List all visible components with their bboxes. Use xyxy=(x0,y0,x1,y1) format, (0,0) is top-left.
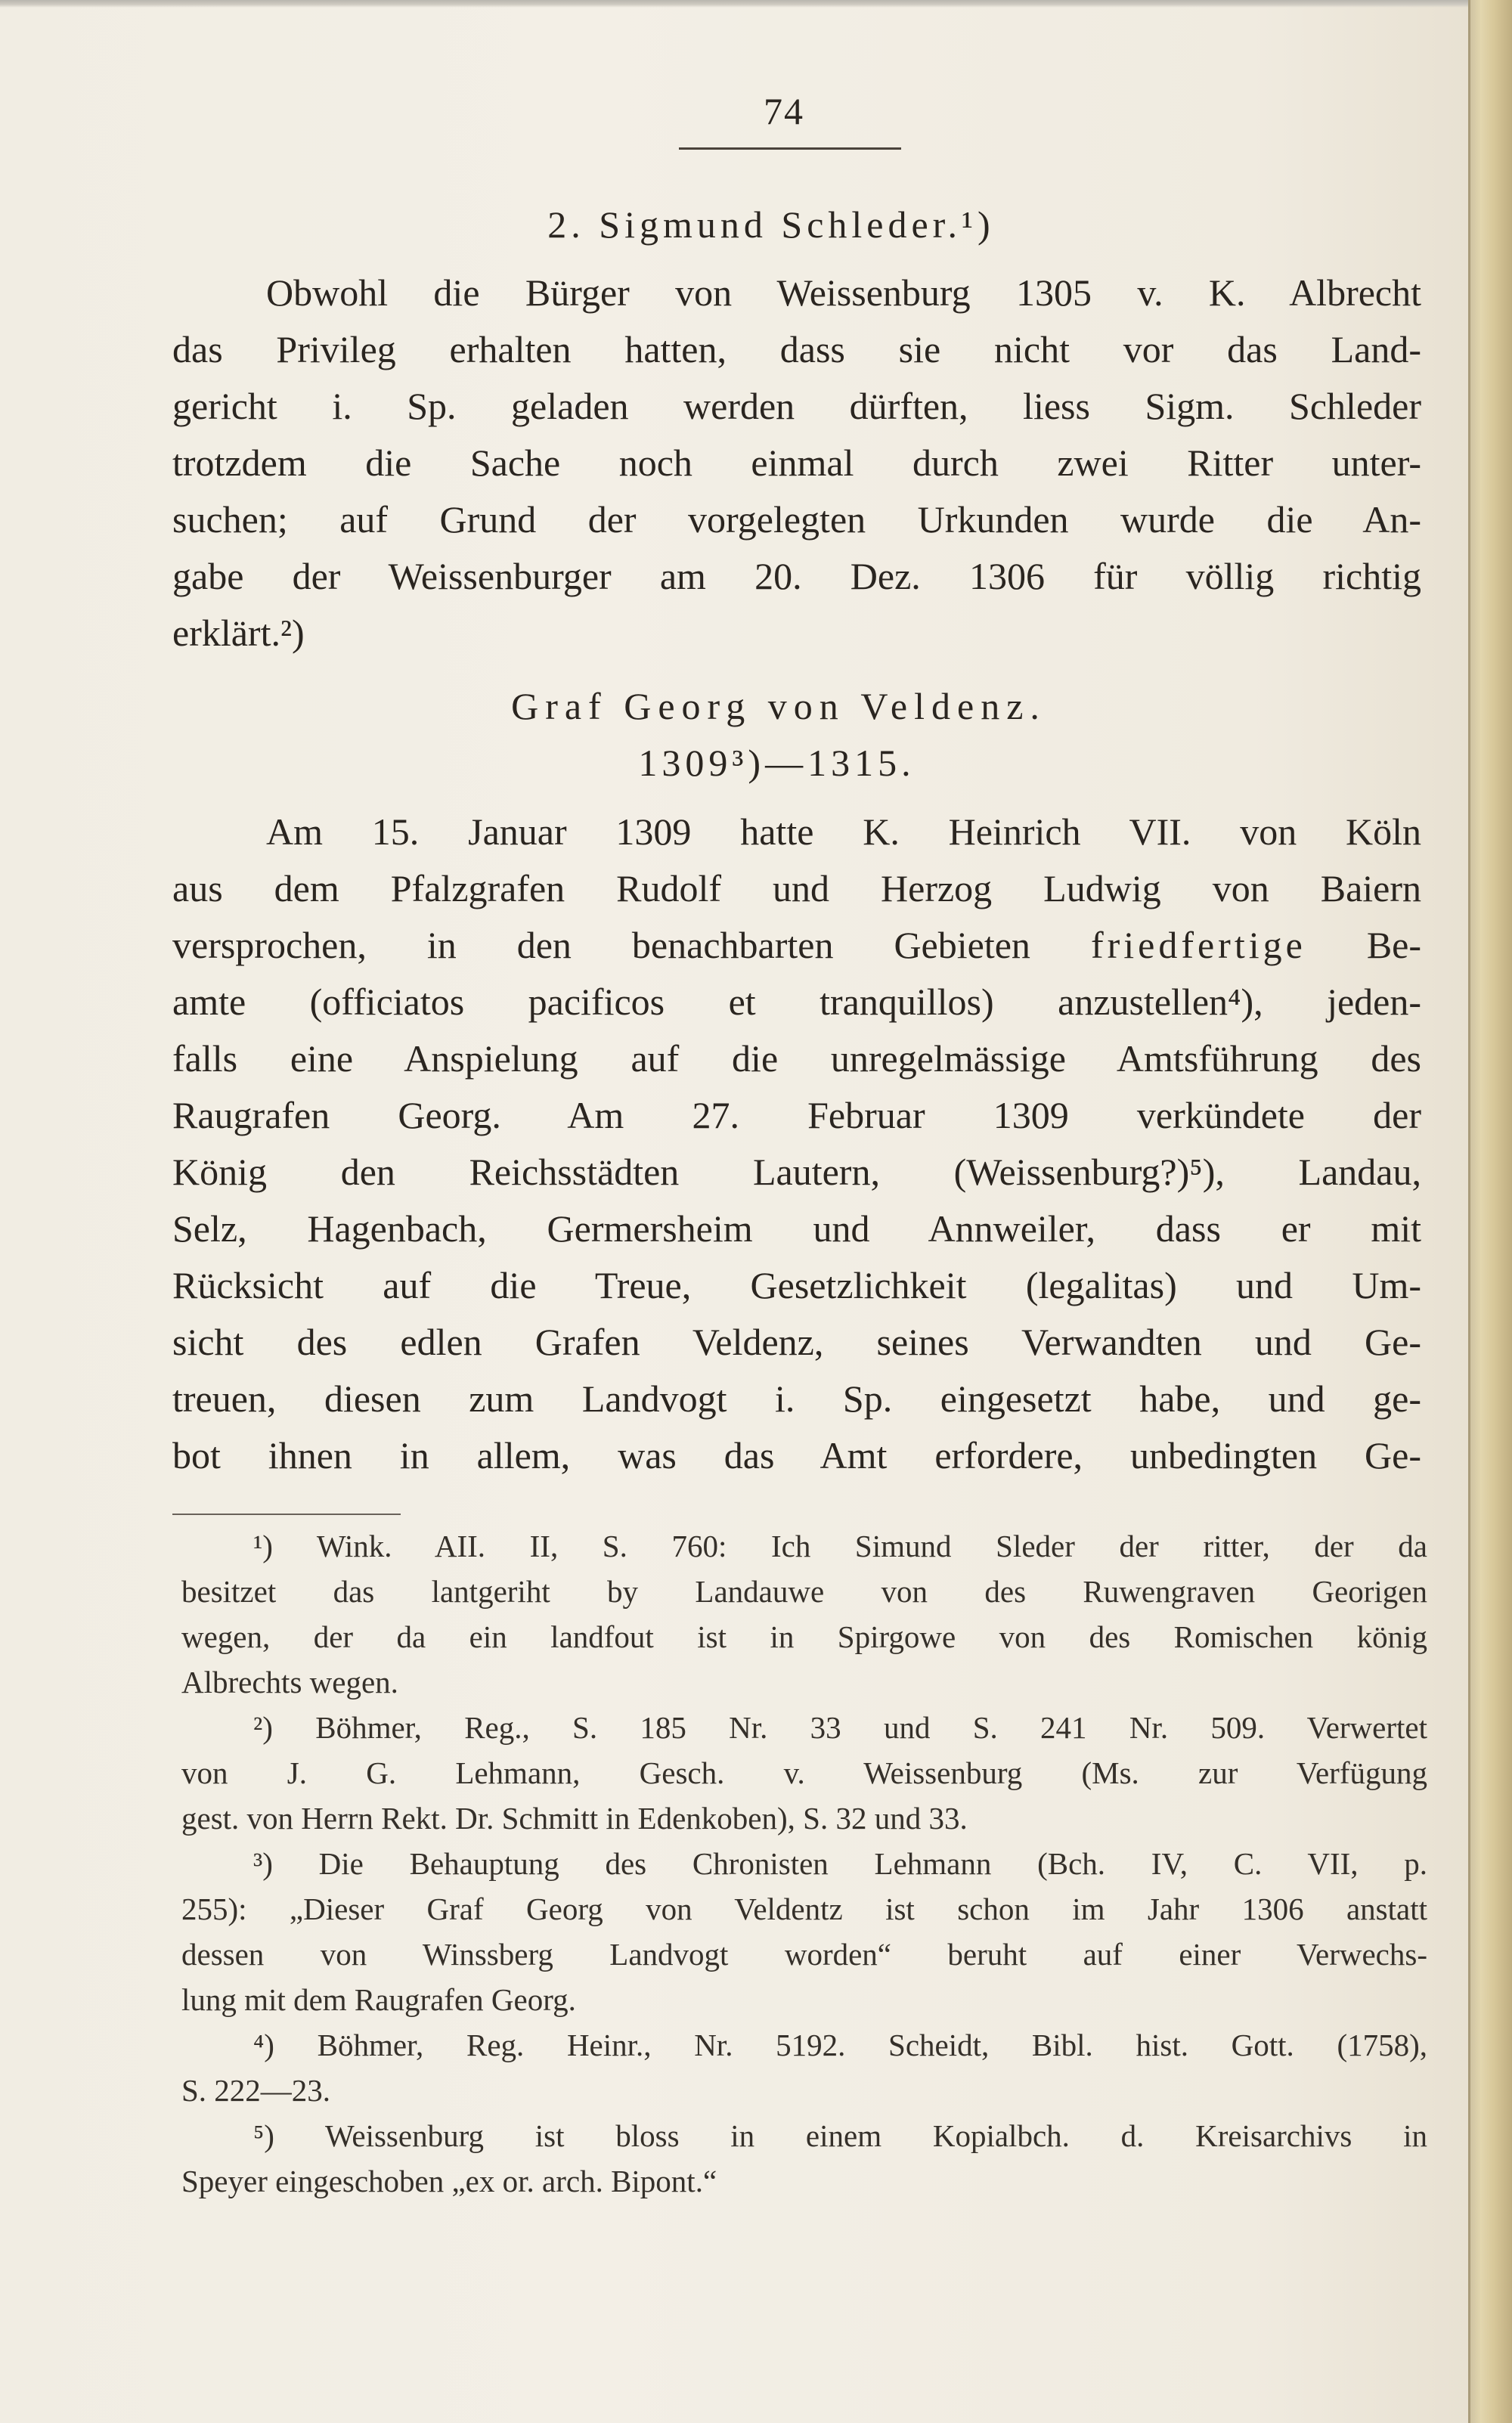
body-line: bot ihnen in allem, was das Amt erfordere, unbedingten Ge- xyxy=(172,1434,1421,1476)
body-line: das Privileg erhalten hatten, dass sie nicht vor das Land- xyxy=(172,328,1421,370)
footnote-rule xyxy=(172,1514,401,1515)
footnote-line: ⁵) Weissenburg ist bloss in einem Kopialbch. d. Kreisarchivs in xyxy=(253,2118,1427,2153)
page-number: 74 xyxy=(764,90,804,132)
footnote-line: lung mit dem Raugrafen Georg. xyxy=(181,1982,576,2017)
footnote-line: Speyer eingeschoben „ex or. arch. Bipont.“ xyxy=(181,2164,717,2198)
footnote-line: dessen von Winssberg Landvogt worden“ beruht auf einer Verwechs- xyxy=(181,1937,1427,1972)
top-edge-rule xyxy=(0,0,1470,8)
body-line: aus dem Pfalzgrafen Rudolf und Herzog Ludwig von Baiern xyxy=(172,867,1421,909)
footnote-line: ¹) Wink. AII. II, S. 760: Ich Simund Sleder der ritter, der da xyxy=(253,1529,1427,1563)
body-line: gericht i. Sp. geladen werden dürften, liess Sigm. Schleder xyxy=(172,385,1421,427)
body-line: erklärt.²) xyxy=(172,612,305,654)
body-line: amte (officiatos pacificos et tranquillos) anzustellen⁴), jeden- xyxy=(172,981,1421,1023)
book-binding-edge xyxy=(1470,0,1512,2423)
body-line: Rücksicht auf die Treue, Gesetzlichkeit (legalitas) und Um- xyxy=(172,1264,1421,1306)
section-heading-veldenz: Graf Georg von Veldenz. xyxy=(511,685,1046,727)
spaced-emphasis: friedfertige xyxy=(1090,924,1306,966)
body-line: sicht des edlen Grafen Veldenz, seines Verwandten und Ge- xyxy=(172,1321,1421,1363)
body-line: Selz, Hagenbach, Germersheim und Annweiler, dass er mit xyxy=(172,1207,1421,1250)
footnote-line: besitzet das lantgeriht by Landauwe von des Ruwengraven Georigen xyxy=(181,1574,1427,1609)
footnote-line: ²) Böhmer, Reg., S. 185 Nr. 33 und S. 241 Nr. 509. Verwertet xyxy=(253,1710,1427,1745)
body-line: suchen; auf Grund der vorgelegten Urkunden wurde die An- xyxy=(172,498,1421,541)
footnote-line: 255): „Dieser Graf Georg von Veldentz ist schon im Jahr 1306 anstatt xyxy=(181,1892,1427,1926)
footnote-line: ⁴) Böhmer, Reg. Heinr., Nr. 5192. Scheidt, Bibl. hist. Gott. (1758), xyxy=(253,2028,1427,2062)
body-line: falls eine Anspielung auf die unregelmässige Amtsführung des xyxy=(172,1037,1421,1080)
footnote-line: S. 222—23. xyxy=(181,2073,331,2108)
section-heading-schleder: 2. Sigmund Schleder.¹) xyxy=(547,203,995,246)
page-number-rule xyxy=(679,147,901,150)
body-line: Raugrafen Georg. Am 27. Februar 1309 verkündete der xyxy=(172,1094,1421,1136)
body-line: Obwohl die Bürger von Weissenburg 1305 v. K. Albrecht xyxy=(266,271,1421,314)
footnote-line: gest. von Herrn Rekt. Dr. Schmitt in Edenkoben), S. 32 und 33. xyxy=(181,1801,968,1836)
body-line: gabe der Weissenburger am 20. Dez. 1306 für völlig richtig xyxy=(172,555,1421,597)
section-heading-dates: 1309³)—1315. xyxy=(638,742,916,784)
footnote-line: von J. G. Lehmann, Gesch. v. Weissenburg (Ms. zur Verfügung xyxy=(181,1755,1427,1790)
footnote-line: Albrechts wegen. xyxy=(181,1665,398,1700)
body-line: treuen, diesen zum Landvogt i. Sp. eingesetzt habe, und ge- xyxy=(172,1377,1421,1420)
footnote-line: wegen, der da ein landfout ist in Spirgowe von des Romischen könig xyxy=(181,1619,1427,1654)
body-line: König den Reichsstädten Lautern, (Weissenburg?)⁵), Landau, xyxy=(172,1151,1421,1193)
footnote-line: ³) Die Behauptung des Chronisten Lehmann (Bch. IV, C. VII, p. xyxy=(253,1846,1427,1881)
body-line: trotzdem die Sache noch einmal durch zwei Ritter unter- xyxy=(172,442,1421,484)
body-line: Am 15. Januar 1309 hatte K. Heinrich VII. von Köln xyxy=(266,810,1421,853)
body-line: versprochen, in den benachbarten Gebieten friedfertige Be- xyxy=(172,924,1422,966)
